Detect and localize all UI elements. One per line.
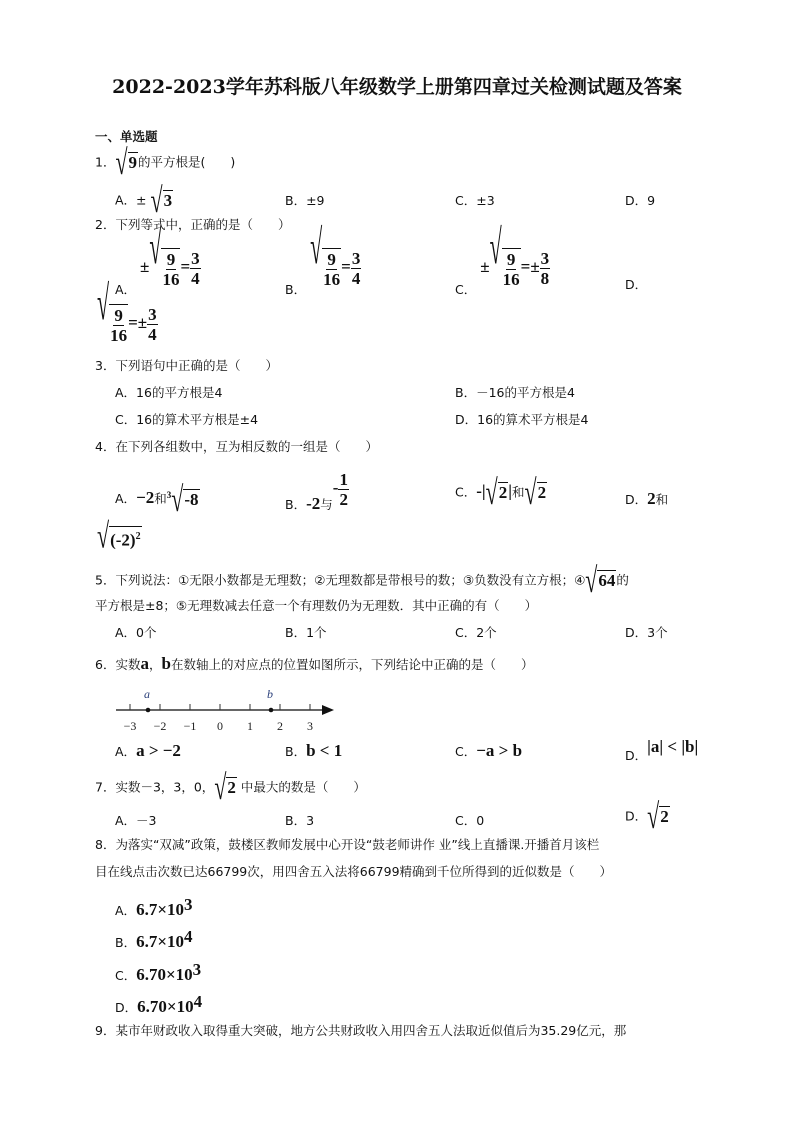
radicand: 64 bbox=[598, 571, 616, 590]
option-label: A．± bbox=[115, 192, 147, 208]
tick-label: 1 bbox=[247, 719, 253, 733]
tick-label: −3 bbox=[123, 719, 137, 733]
denominator: 16 bbox=[323, 270, 341, 289]
option-label: C． bbox=[455, 744, 477, 759]
question-stem: 在数轴上的对应点的位置如图所示，下列结论中正确的是（ ） bbox=[170, 657, 534, 672]
question-number: 1． bbox=[95, 154, 116, 170]
denominator: 16 bbox=[110, 326, 128, 345]
equals: = bbox=[180, 257, 191, 276]
exponent: 3 bbox=[192, 960, 202, 979]
option-label: A． bbox=[115, 744, 137, 759]
option-label: B． bbox=[285, 744, 307, 759]
question-stem: 的 bbox=[616, 572, 629, 588]
radicand: -8 bbox=[184, 489, 199, 509]
exponent: 4 bbox=[193, 992, 203, 1011]
numerator: 9 bbox=[114, 306, 123, 325]
option-b[interactable] bbox=[285, 742, 342, 761]
denominator: 4 bbox=[351, 269, 361, 288]
punctuation: ， bbox=[148, 657, 162, 672]
question-stem: 6．实数 bbox=[95, 657, 141, 672]
option-a[interactable]: A．－3 bbox=[115, 813, 157, 828]
question-3: 3．下列语句中正确的是（ ） bbox=[95, 358, 278, 373]
arrow-head bbox=[322, 705, 334, 715]
math-term: -| bbox=[476, 481, 486, 501]
minus-sign: - bbox=[332, 478, 339, 497]
radicand: 2 bbox=[537, 483, 547, 502]
numerator: 3 bbox=[148, 305, 157, 324]
option-a[interactable] bbox=[115, 219, 201, 299]
question-6 bbox=[95, 655, 533, 674]
equals: = bbox=[520, 257, 531, 276]
point-b bbox=[269, 708, 274, 713]
math-term: −2 bbox=[136, 488, 155, 508]
sqrt-expression: √ 2 bbox=[647, 796, 669, 837]
conjunction: 与 bbox=[320, 497, 333, 512]
numerator: 9 bbox=[327, 250, 336, 269]
math-expression: 6.70×10 bbox=[136, 965, 193, 985]
sqrt-expression: √ 9 bbox=[115, 142, 138, 183]
radicand: 2 bbox=[227, 778, 236, 797]
tick-label: −1 bbox=[183, 719, 197, 733]
sqrt-expression: √ 3 bbox=[150, 180, 173, 221]
plus-minus: ± bbox=[530, 257, 540, 276]
numerator: 9 bbox=[506, 250, 516, 269]
radicand: 2 bbox=[498, 483, 508, 502]
option-label: D． bbox=[625, 492, 648, 507]
sqrt-fraction: √ $\frac{9}{16}$ bbox=[149, 219, 180, 289]
option-label: D． bbox=[115, 1000, 138, 1016]
sqrt-fraction: √ $\frac{9}{16}$ bbox=[97, 275, 128, 345]
numerator: 1 bbox=[339, 470, 348, 489]
option-label: B． bbox=[285, 282, 307, 297]
option-d[interactable]: D．3个 bbox=[625, 625, 668, 640]
tick-label: 0 bbox=[217, 719, 223, 733]
option-label: A． bbox=[115, 491, 137, 507]
question-5-line-2: 平方根是±8；⑤无理数减去任意一个有理数仍为无理数．其中正确的有（ ） bbox=[95, 598, 538, 613]
question-9-line-1: 9．某市年财政收入取得重大突破，地方公共财政收入用四舍五人法取近似值后为35.29亿元，那 bbox=[95, 1023, 627, 1038]
math-expression: b < 1 bbox=[306, 741, 343, 760]
option-a[interactable]: A．0个 bbox=[115, 625, 157, 640]
option-label: A． bbox=[115, 282, 137, 297]
option-a[interactable]: A．16的平方根是4 bbox=[115, 385, 223, 400]
radicand: 9 bbox=[128, 153, 138, 172]
conjunction: 和 bbox=[154, 491, 167, 507]
math-term: -2 bbox=[306, 494, 321, 513]
root-index: 3 bbox=[166, 490, 172, 500]
option-label: C． bbox=[455, 282, 477, 297]
question-8-line-1: 8．为落实“双减”政策，鼓楼区教师发展中心开设“鼓老师讲作 业”线上直播课.开播首月该栏 bbox=[95, 837, 600, 852]
numerator: 3 bbox=[191, 249, 200, 268]
question-4: 4．在下列各组数中，互为相反数的一组是（ ） bbox=[95, 439, 378, 454]
tick-label: 3 bbox=[307, 719, 313, 733]
sqrt-expression: √ 2 bbox=[524, 472, 547, 513]
option-label: D． bbox=[625, 808, 648, 824]
equals: = bbox=[341, 257, 351, 276]
option-b[interactable]: B．－16的平方根是4 bbox=[455, 385, 575, 400]
option-label: B． bbox=[115, 935, 137, 951]
option-d[interactable] bbox=[625, 738, 698, 765]
sqrt-expression: √ 2 bbox=[485, 472, 508, 513]
sqrt-fraction: √ $\frac{9}{16}$ bbox=[489, 219, 520, 289]
option-d[interactable] bbox=[625, 490, 668, 509]
point-a bbox=[146, 708, 151, 713]
variable-a: a bbox=[140, 654, 149, 673]
question-7 bbox=[95, 767, 366, 808]
point-label-a: a bbox=[144, 687, 150, 701]
question-stem: 5．下列说法：①无限小数都是无理数；②无理数都是带根号的数；③负数没有立方根；④ bbox=[95, 572, 586, 588]
question-stem: 中最大的数是（ ） bbox=[240, 779, 366, 795]
math-expression: 6.70×10 bbox=[137, 997, 194, 1017]
math-term: 2 bbox=[647, 489, 656, 508]
conjunction: 和 bbox=[511, 484, 525, 500]
denominator: 4 bbox=[148, 325, 157, 344]
option-label: C． bbox=[115, 968, 137, 984]
cube-root: √ -8 bbox=[171, 478, 199, 519]
sqrt-expression: √ 64 bbox=[585, 560, 616, 601]
document-title: 2022-2023学年苏科版八年级数学上册第四章过关检测试题及答案 bbox=[112, 76, 682, 98]
denominator: 4 bbox=[191, 269, 200, 288]
math-expression: |a| < |b| bbox=[647, 737, 699, 756]
denominator: 2 bbox=[339, 490, 348, 509]
option-b[interactable]: B．3 bbox=[285, 813, 315, 828]
option-d[interactable]: D． bbox=[625, 277, 648, 292]
tick-label: −2 bbox=[153, 719, 167, 733]
radicand: (-2) bbox=[110, 530, 136, 550]
option-b[interactable] bbox=[285, 470, 349, 514]
math-expression: −a > b bbox=[476, 741, 523, 760]
sqrt-fraction: √ $\frac{9}{16}$ bbox=[310, 219, 341, 289]
question-stem: 的平方根是( ) bbox=[138, 154, 236, 170]
option-label: C． bbox=[455, 484, 477, 500]
option-c[interactable]: C．0 bbox=[455, 813, 485, 828]
number-line bbox=[110, 680, 350, 740]
option-b[interactable]: B．1个 bbox=[285, 625, 327, 640]
numerator: 3 bbox=[540, 249, 550, 268]
option-a[interactable] bbox=[115, 180, 173, 221]
numerator: 3 bbox=[351, 249, 361, 268]
denominator: 8 bbox=[540, 269, 550, 288]
question-stem: 7．实数－3，3，0， bbox=[95, 779, 215, 795]
point-label-b: b bbox=[267, 687, 273, 701]
exponent: 3 bbox=[184, 895, 193, 914]
radicand: 2 bbox=[660, 807, 669, 826]
option-b[interactable] bbox=[285, 219, 361, 299]
option-a[interactable] bbox=[115, 478, 200, 519]
section-heading: 一、单选题 bbox=[95, 129, 158, 144]
plus-minus: ± bbox=[137, 313, 148, 332]
option-a[interactable] bbox=[115, 742, 181, 761]
option-b[interactable]: B．±9 bbox=[285, 193, 325, 208]
question-8-line-2: 目在线点击次数已达66799次，用四舍五入法将66799精确到千位所得到的近似数是（ ） bbox=[95, 864, 613, 879]
option-d-expression[interactable] bbox=[97, 515, 142, 556]
denominator: 16 bbox=[162, 270, 180, 289]
option-label: D． bbox=[625, 748, 648, 763]
plus-minus: ± bbox=[480, 257, 490, 276]
denominator: 16 bbox=[502, 270, 520, 289]
option-d[interactable]: D．16的算术平方根是4 bbox=[455, 412, 589, 427]
question-5-line-1 bbox=[95, 560, 629, 601]
option-d[interactable]: D．9 bbox=[625, 193, 656, 208]
option-d[interactable] bbox=[625, 796, 670, 837]
option-c[interactable]: C．±3 bbox=[455, 193, 495, 208]
variable-b: b bbox=[161, 654, 171, 673]
exponent: 2 bbox=[135, 531, 141, 542]
option-label: A． bbox=[115, 903, 137, 919]
abs-bar: | bbox=[508, 481, 512, 501]
option-d[interactable] bbox=[115, 993, 202, 1017]
option-c[interactable] bbox=[115, 961, 201, 985]
math-expression: 6.7×10 bbox=[136, 932, 185, 952]
conjunction: 和 bbox=[655, 492, 669, 507]
option-c[interactable]: C．16的算术平方根是±4 bbox=[115, 412, 259, 427]
tick-label: 2 bbox=[277, 719, 283, 733]
numerator: 9 bbox=[166, 250, 176, 269]
sqrt-expression: √ 2 bbox=[214, 767, 236, 808]
option-a[interactable] bbox=[115, 896, 193, 920]
plus-minus: ± bbox=[140, 257, 150, 276]
option-c[interactable] bbox=[455, 219, 550, 299]
sqrt-expression: √ $(-2)^2$ bbox=[97, 515, 141, 556]
radicand: 3 bbox=[163, 191, 173, 210]
math-expression: a > −2 bbox=[136, 741, 181, 760]
option-c[interactable] bbox=[455, 742, 522, 761]
option-label: B． bbox=[285, 497, 307, 512]
exponent: 4 bbox=[184, 927, 193, 946]
math-expression: 6.7×10 bbox=[136, 900, 184, 920]
option-d-expression[interactable] bbox=[97, 275, 158, 345]
question-1 bbox=[95, 142, 236, 183]
option-c[interactable] bbox=[455, 472, 547, 513]
option-b[interactable] bbox=[115, 928, 193, 952]
question-2: 2．下列等式中，正确的是（ ） bbox=[95, 217, 291, 232]
option-c[interactable]: C．2个 bbox=[455, 625, 497, 640]
equals: = bbox=[128, 313, 138, 332]
